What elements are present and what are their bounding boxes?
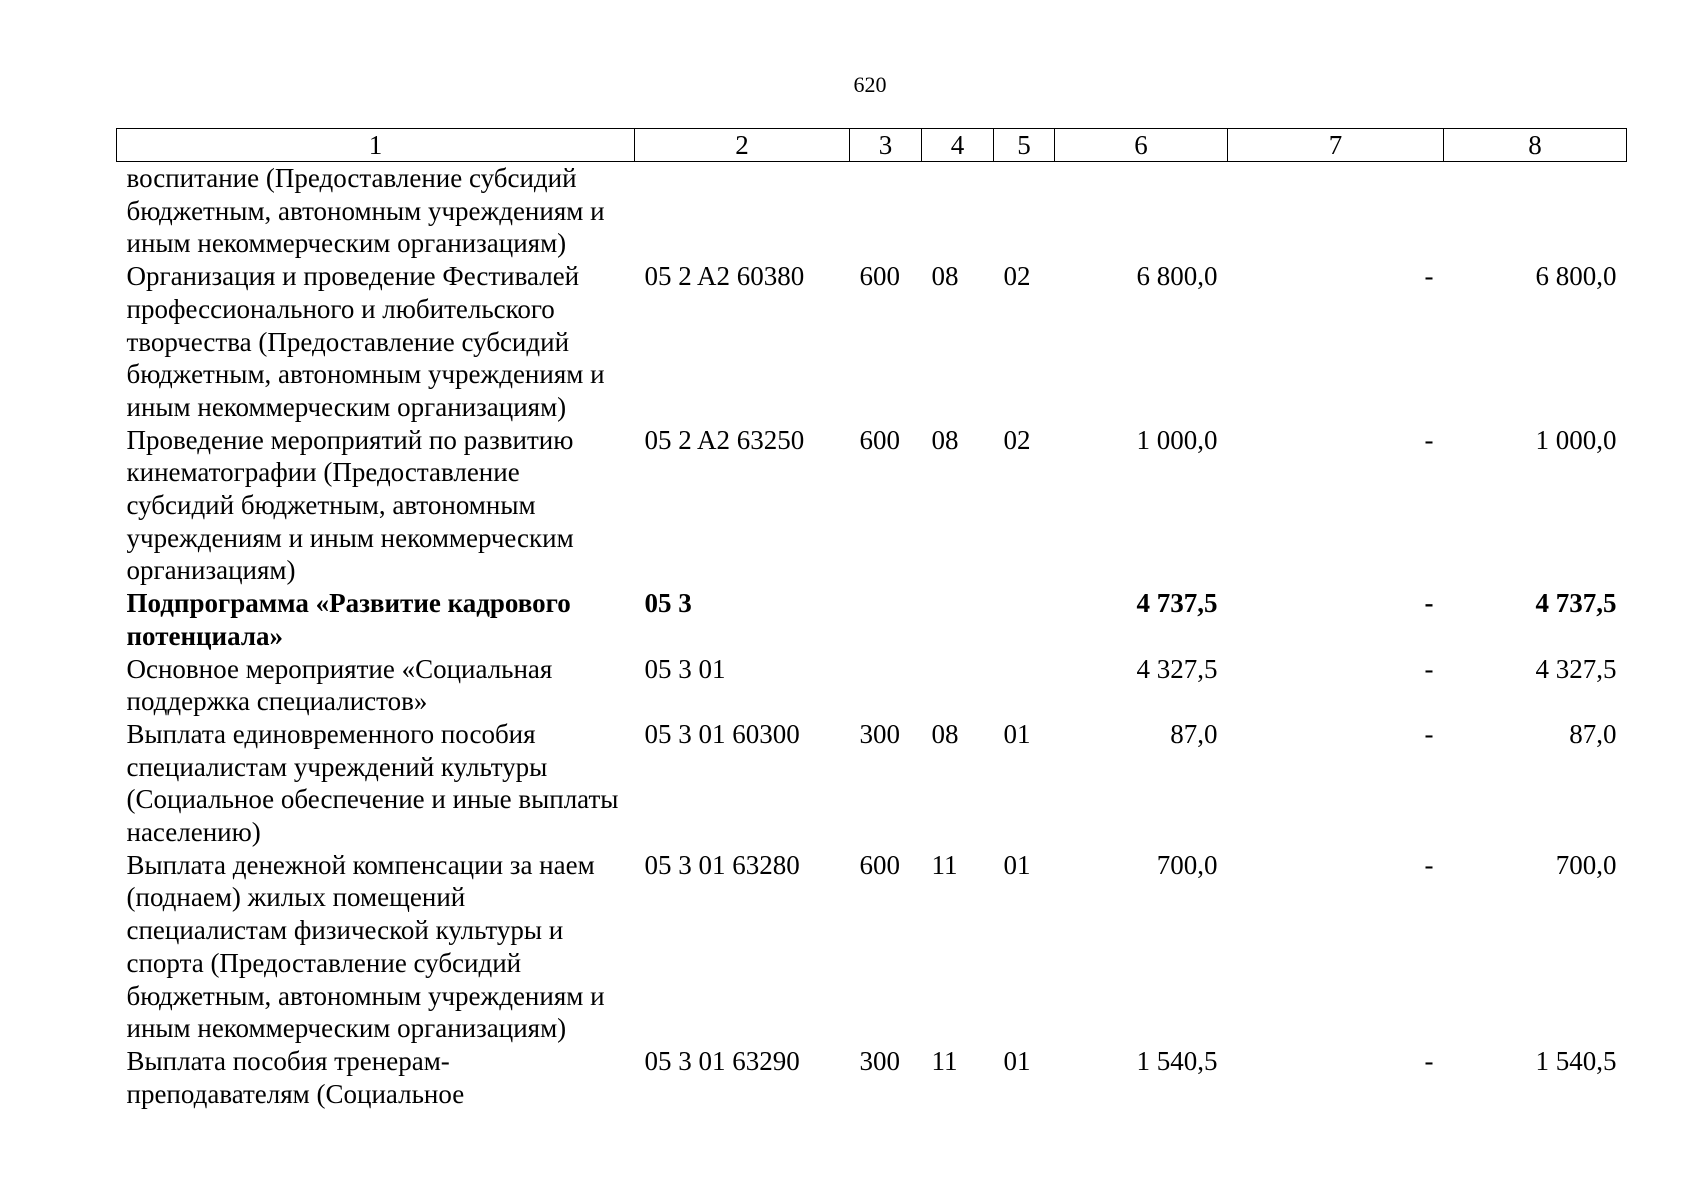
header-row bbox=[117, 129, 1627, 162]
cell-name: воспитание (Предоставление субсидий бюджетным, автономным учреждениям и иным некоммерческим организациям) bbox=[126, 163, 605, 259]
cell-expense-type: 600 bbox=[859, 424, 900, 455]
cell-amount-8: 700,0 bbox=[1555, 849, 1617, 880]
cell-expense-type bbox=[850, 587, 922, 652]
table-row bbox=[117, 260, 1627, 424]
cell-expense-type: 300 bbox=[859, 1045, 900, 1076]
table-row bbox=[117, 162, 1627, 261]
cell-amount-6: 700,0 bbox=[1156, 849, 1218, 880]
table-header bbox=[117, 129, 1627, 162]
cell-expense-type bbox=[850, 162, 922, 261]
table-body bbox=[117, 162, 1627, 1111]
cell-section: 11 bbox=[931, 849, 958, 880]
cell-amount-8 bbox=[1444, 162, 1627, 261]
cell-code: 05 3 01 60300 bbox=[644, 718, 800, 749]
cell-name: Выплата денежной компенсации за наем (поднаем) жилых помещений специалистам физической культуры и спорта (Предоставление субсидий бюджетным, автономным учреждениям и иным некоммерческим организациям) bbox=[126, 849, 605, 1044]
cell-subsection: 01 bbox=[1003, 1045, 1031, 1076]
cell-subsection bbox=[994, 587, 1055, 652]
cell-subsection: 02 bbox=[1003, 261, 1031, 292]
cell-section: 08 bbox=[931, 261, 959, 292]
cell-amount-8: 87,0 bbox=[1569, 718, 1617, 749]
cell-amount-8: 1 540,5 bbox=[1535, 1045, 1617, 1076]
cell-code: 05 3 bbox=[644, 588, 692, 619]
cell-name: Выплата пособия тренерам-преподавателям (Социальное bbox=[126, 1045, 465, 1109]
cell-amount-8: 4 737,5 bbox=[1535, 588, 1617, 619]
cell-expense-type bbox=[850, 653, 922, 718]
cell-subsection: 02 bbox=[1003, 424, 1031, 455]
cell-expense-type: 600 bbox=[859, 261, 900, 292]
table-row bbox=[117, 1045, 1627, 1110]
cell-section: 08 bbox=[931, 424, 959, 455]
cell-subsection: 01 bbox=[1003, 718, 1031, 749]
cell-amount-8: 4 327,5 bbox=[1535, 653, 1617, 684]
header-col-4: 4 bbox=[922, 129, 994, 162]
cell-amount-6: 1 540,5 bbox=[1136, 1045, 1218, 1076]
cell-section bbox=[922, 653, 994, 718]
budget-table bbox=[116, 128, 1627, 1110]
cell-name: Подпрограмма «Развитие кадрового потенциала» bbox=[126, 588, 571, 651]
header-col-1: 1 bbox=[117, 129, 635, 162]
header-col-8: 8 bbox=[1444, 129, 1627, 162]
cell-name: Организация и проведение Фестивалей профессионального и любительского творчества (Предоставление субсидий бюджетным, автономным учреждениям и иным некоммерческим организациям) bbox=[126, 261, 605, 422]
cell-name: Проведение мероприятий по развитию кинематографии (Предоставление субсидий бюджетным, автономным учреждениям и иным некоммерческим организациям) bbox=[126, 424, 574, 586]
cell-amount-6: 4 737,5 bbox=[1136, 588, 1218, 619]
header-col-2: 2 bbox=[635, 129, 850, 162]
cell-subsection: 01 bbox=[1003, 849, 1031, 880]
cell-amount-6: 6 800,0 bbox=[1136, 261, 1218, 292]
cell-expense-type: 600 bbox=[859, 849, 900, 880]
cell-amount-7: - bbox=[1424, 424, 1434, 455]
cell-amount-8: 6 800,0 bbox=[1535, 261, 1617, 292]
header-col-6: 6 bbox=[1055, 129, 1228, 162]
cell-section: 08 bbox=[931, 718, 959, 749]
header-col-7: 7 bbox=[1228, 129, 1444, 162]
cell-amount-7: - bbox=[1424, 588, 1434, 619]
header-col-5: 5 bbox=[994, 129, 1055, 162]
cell-amount-6: 4 327,5 bbox=[1136, 653, 1218, 684]
cell-code: 05 2 A2 63250 bbox=[644, 424, 805, 455]
cell-code bbox=[635, 162, 850, 261]
cell-name: Основное мероприятие «Социальная поддержка специалистов» bbox=[126, 653, 553, 717]
cell-name: Выплата единовременного пособия специалистам учреждений культуры (Социальное обеспечение и иные выплаты населению) bbox=[126, 718, 619, 848]
cell-code: 05 2 A2 60380 bbox=[644, 261, 805, 292]
table-row bbox=[117, 653, 1627, 718]
cell-amount-7: - bbox=[1424, 261, 1434, 292]
cell-section bbox=[922, 587, 994, 652]
table-row bbox=[117, 587, 1627, 652]
cell-section: 11 bbox=[931, 1045, 958, 1076]
cell-amount-7 bbox=[1228, 162, 1444, 261]
cell-amount-6: 1 000,0 bbox=[1136, 424, 1218, 455]
cell-subsection bbox=[994, 653, 1055, 718]
cell-amount-6 bbox=[1055, 162, 1228, 261]
cell-amount-6: 87,0 bbox=[1170, 718, 1218, 749]
table-row bbox=[117, 424, 1627, 588]
cell-code: 05 3 01 63290 bbox=[644, 1045, 800, 1076]
cell-amount-7: - bbox=[1424, 718, 1434, 749]
header-col-3: 3 bbox=[850, 129, 922, 162]
page-number: 620 bbox=[853, 72, 887, 97]
cell-amount-8: 1 000,0 bbox=[1535, 424, 1617, 455]
cell-amount-7: - bbox=[1424, 1045, 1434, 1076]
cell-subsection bbox=[994, 162, 1055, 261]
cell-amount-7: - bbox=[1424, 653, 1434, 684]
cell-code: 05 3 01 63280 bbox=[644, 849, 800, 880]
cell-amount-7: - bbox=[1424, 849, 1434, 880]
cell-code: 05 3 01 bbox=[644, 653, 726, 684]
table-row bbox=[117, 849, 1627, 1045]
cell-section bbox=[922, 162, 994, 261]
cell-expense-type: 300 bbox=[859, 718, 900, 749]
table-row bbox=[117, 718, 1627, 849]
